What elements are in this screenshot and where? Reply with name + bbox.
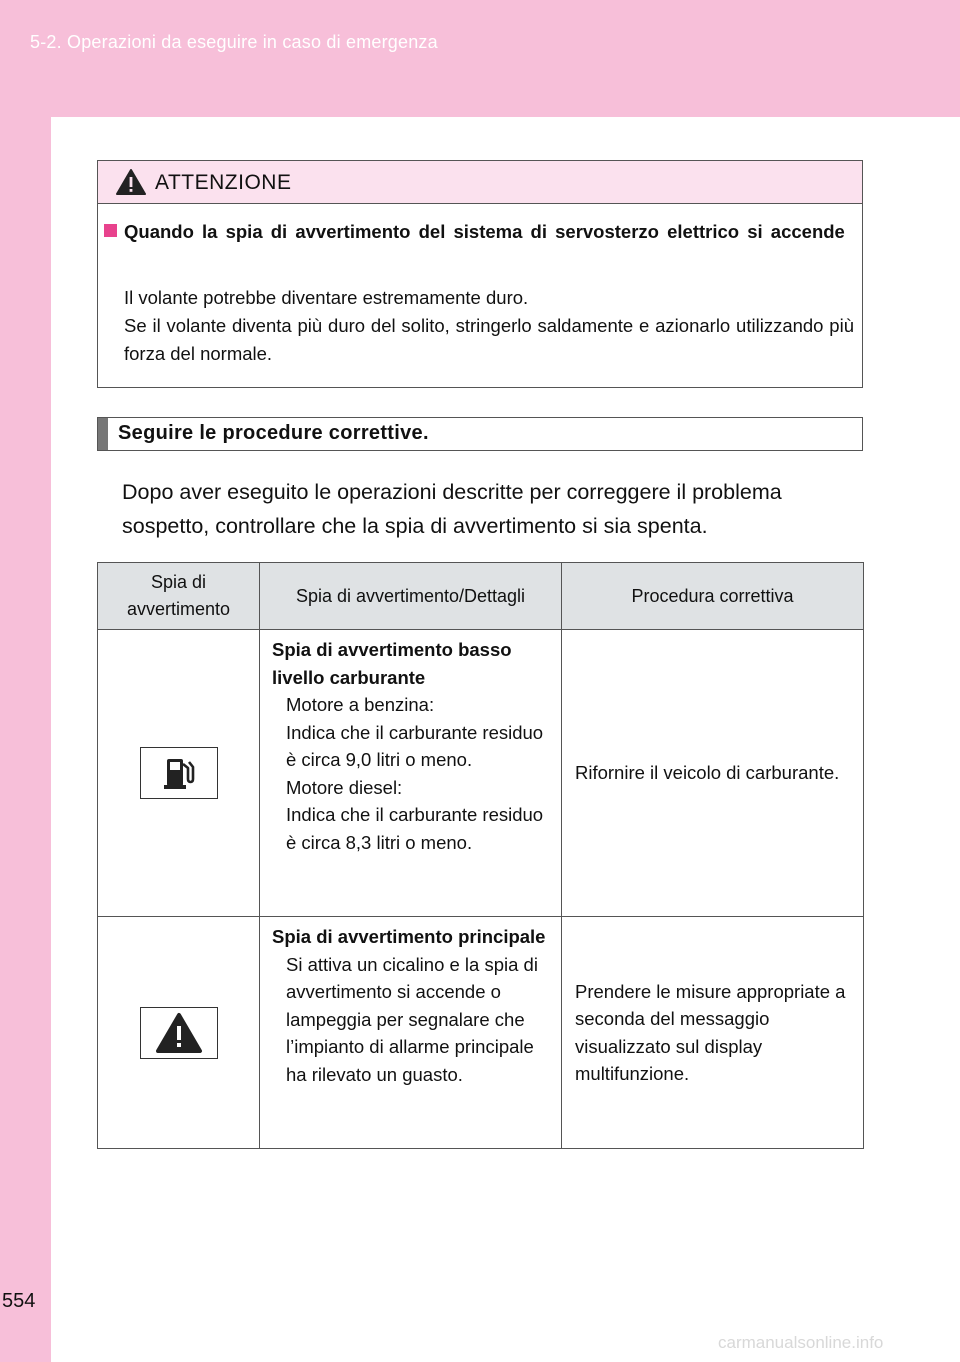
section-heading-bar <box>97 417 863 451</box>
table-cell-detail <box>260 917 562 1149</box>
table-row <box>98 917 864 1149</box>
warning-text-line: Se il volante diventa più duro del solito, stringerlo saldamente e azionarlo utilizzando più forza del normale. <box>124 315 854 364</box>
warning-box <box>97 160 863 388</box>
detail-line: Si attiva un cicalino e la spia di avvertimento si accende o lampeggia per segnalare che l’impianto di allarme principale ha rilevato un guasto. <box>286 953 538 1085</box>
table-row <box>98 630 864 917</box>
detail-title: Spia di avvertimento basso livello carburante <box>272 639 512 688</box>
warning-triangle-icon <box>115 168 147 196</box>
fuel-pump-icon <box>140 747 218 799</box>
section-title: Seguire le procedure correttive. <box>118 422 429 444</box>
section-accent <box>98 418 108 450</box>
intro-paragraph: Dopo aver eseguito le operazioni descritte per correggere il problema sospetto, controllare che la spia di avvertimento si sia spenta. <box>122 480 782 538</box>
page-number: 554 <box>2 1290 36 1312</box>
table-cell-action: Rifornire il veicolo di carburante. <box>562 630 864 917</box>
table-cell-icon <box>98 917 260 1149</box>
detail-line: Motore diesel: <box>286 776 403 798</box>
watermark: carmanualsonline.info <box>718 1333 884 1352</box>
detail-line: Indica che il carburante residuo è circa 8,3 litri o meno. <box>286 804 544 853</box>
column-header: Spia di avvertimento <box>98 563 260 630</box>
detail-title: Spia di avvertimento principale <box>272 926 546 947</box>
table-cell-detail <box>260 630 562 917</box>
detail-line: Motore a benzina: <box>286 694 435 715</box>
warning-header <box>98 161 862 204</box>
header-band <box>0 0 960 117</box>
master-warning-icon <box>140 1007 218 1059</box>
column-header: Procedura correttiva <box>562 563 864 630</box>
section-header-title: 5-2. Operazioni da eseguire in caso di emergenza <box>30 32 438 52</box>
warning-text <box>124 284 854 368</box>
warning-heading: Quando la spia di avvertimento del sistema di servosterzo elettrico si accende <box>124 221 845 242</box>
table-header-row <box>98 563 864 630</box>
warning-title: ATTENZIONE <box>155 171 292 194</box>
bullet-square-icon <box>104 224 117 237</box>
table-cell-action: Prendere le misure appropriate a seconda del messaggio visualizzato sul display multifunzione. <box>562 917 864 1149</box>
table-cell-icon <box>98 630 260 917</box>
detail-line: Indica che il carburante residuo è circa 9,0 litri o meno. <box>286 721 544 770</box>
warning-lights-table <box>97 562 864 1149</box>
warning-text-line: Il volante potrebbe diventare estremamente duro. <box>124 287 529 308</box>
side-band <box>0 117 51 1362</box>
column-header: Spia di avvertimento/Dettagli <box>260 563 562 630</box>
